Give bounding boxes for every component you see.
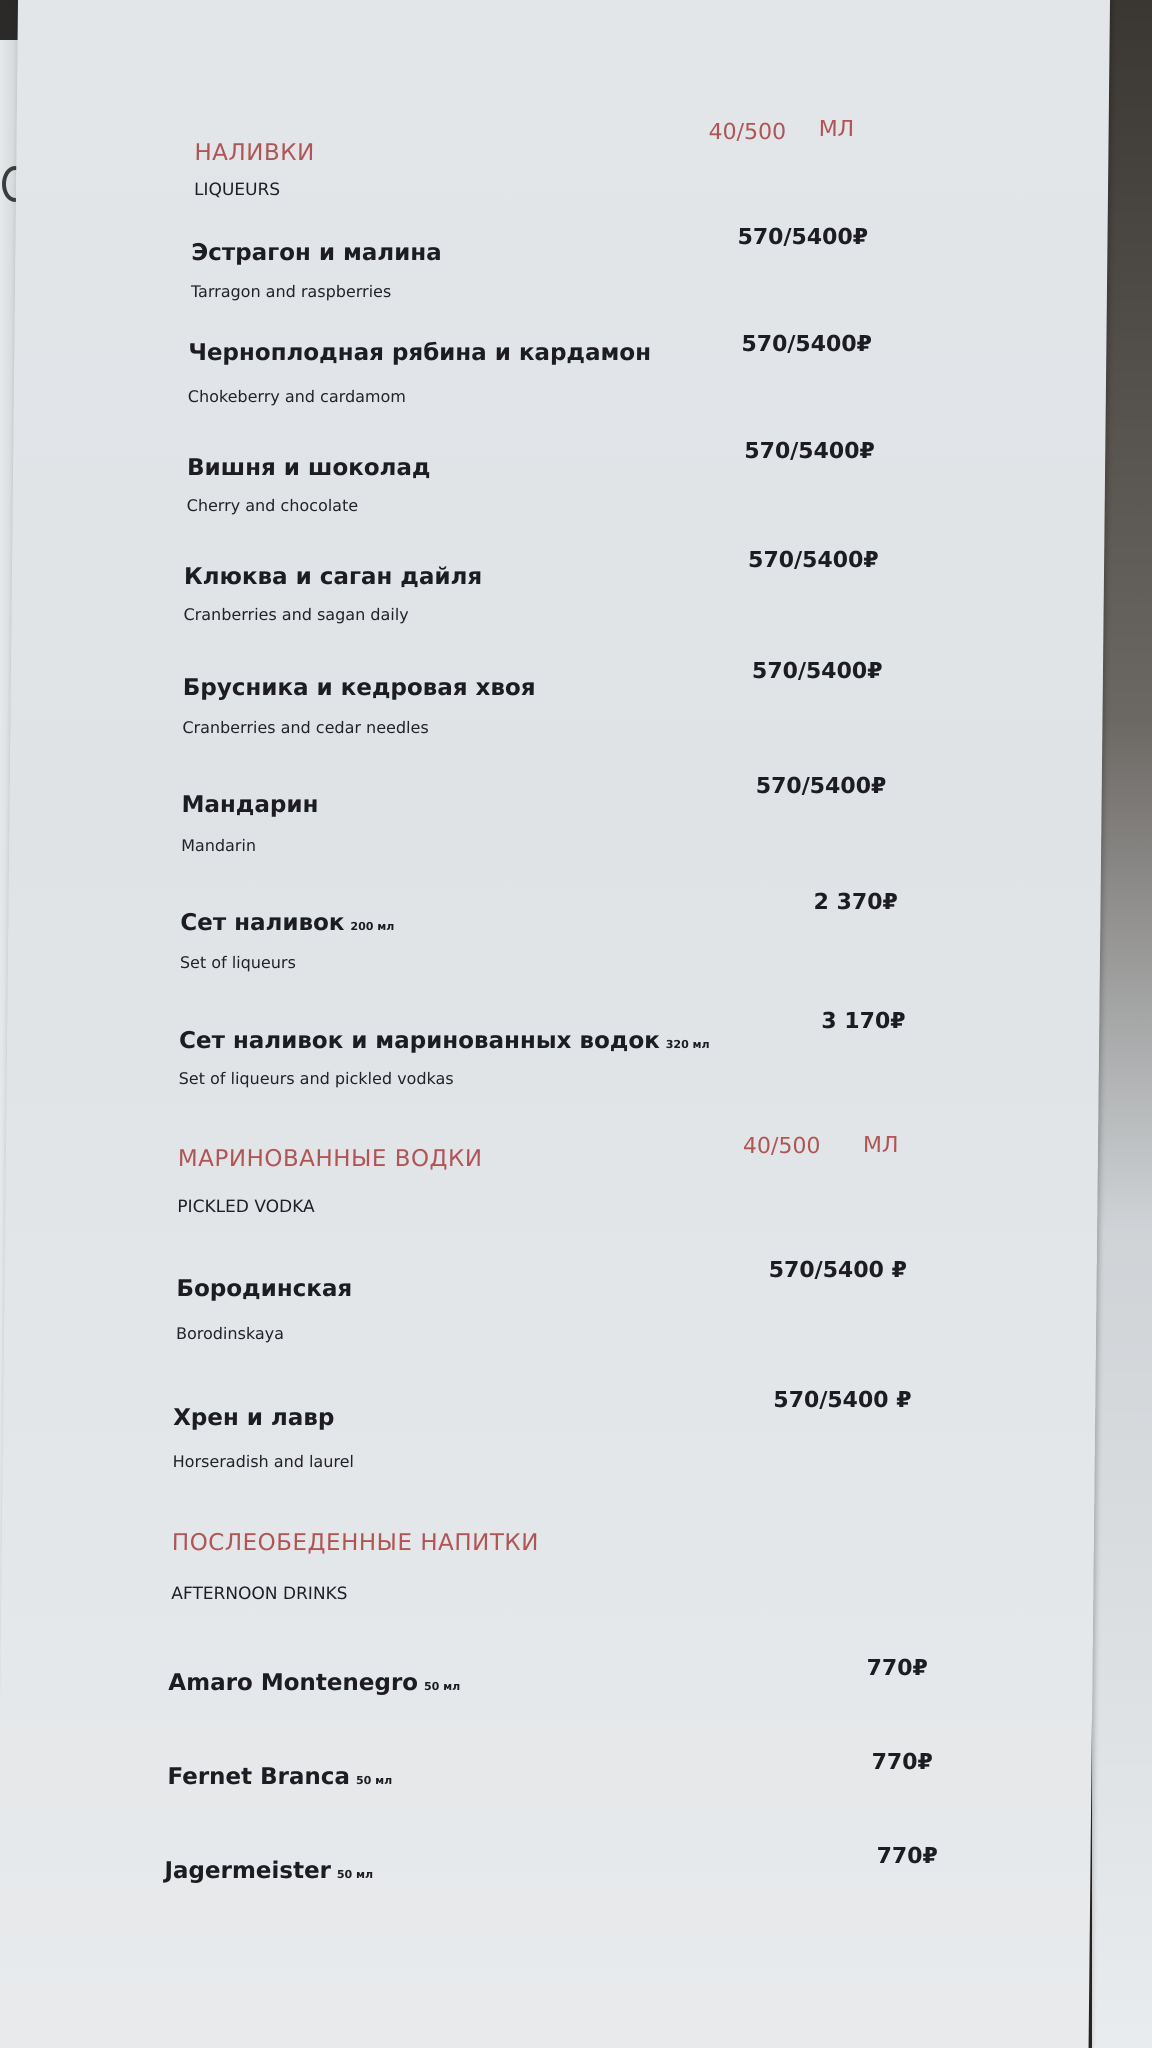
menu-item-name-text: Amaro Montenegro [168, 1670, 419, 1696]
menu-item-translation: Tarragon and raspberries [190, 282, 392, 301]
menu-item-price: 570/5400₽ [741, 332, 873, 357]
section-unit-label: МЛ [862, 1133, 899, 1158]
menu-item-volume: 320 мл [665, 1038, 710, 1051]
section-title-afternoon-drinks-en: AFTERNOON DRINKS [171, 1584, 348, 1604]
menu-item-translation: Chokeberry and cardamom [187, 387, 407, 406]
menu-item-price: 570/5400₽ [744, 439, 875, 464]
menu-item-name [179, 1028, 710, 1054]
menu-item-volume: 50 мл [423, 1680, 461, 1693]
section-unit-volume: 40/500 [742, 1134, 821, 1159]
menu-item-name-text: Jagermeister [164, 1858, 332, 1884]
menu-item-name: Бородинская [176, 1276, 353, 1302]
menu-item-volume: 50 мл [355, 1774, 393, 1787]
menu-item-name: Мандарин [181, 792, 319, 818]
menu-item-name: Эстрагон и малина [191, 240, 442, 266]
menu-item-price: 770₽ [866, 1656, 928, 1681]
menu-item-name-text: Сет наливок и маринованных водок [178, 1028, 660, 1054]
section-unit-volume: 40/500 [708, 120, 787, 145]
section-title-liqueurs-ru: НАЛИВКИ [194, 140, 315, 166]
section-title-pickled-vodka-en: PICKLED VODKA [177, 1197, 315, 1217]
menu-item-name-text: Сет наливок [180, 910, 345, 936]
menu-item-name [167, 1764, 392, 1790]
menu-item-price: 570/5400 ₽ [773, 1388, 912, 1413]
section-title-liqueurs-en: LIQUEURS [193, 180, 281, 200]
menu-item-price: 770₽ [871, 1750, 933, 1775]
menu-item-price: 570/5400₽ [747, 548, 879, 573]
menu-item-price: 3 170₽ [821, 1009, 906, 1034]
menu-item-translation: Cranberries and cedar needles [182, 718, 429, 737]
menu-item-translation: Cranberries and sagan daily [183, 605, 409, 624]
menu-item-name: Клюква и саган дайля [183, 564, 483, 590]
menu-item-price: 2 370₽ [813, 890, 898, 915]
menu-item-price: 770₽ [876, 1844, 938, 1869]
menu-item-name-text: Fernet Branca [167, 1764, 351, 1790]
menu-item-volume: 50 мл [336, 1868, 374, 1881]
section-unit-label: МЛ [818, 117, 855, 142]
menu-item-name: Вишня и шоколад [186, 455, 431, 481]
menu-item-price: 570/5400₽ [751, 659, 883, 684]
menu-item-translation: Cherry and chocolate [186, 496, 359, 515]
menu-item-name [164, 1858, 373, 1884]
section-title-afternoon-drinks-ru: ПОСЛЕОБЕДЕННЫЕ НАПИТКИ [171, 1530, 540, 1556]
menu-item-volume: 200 мл [350, 920, 395, 933]
menu-item-price: 570/5400 ₽ [768, 1258, 907, 1283]
menu-item-translation: Horseradish and laurel [172, 1452, 355, 1471]
menu-item-translation: Borodinskaya [175, 1324, 285, 1343]
menu-item-translation: Set of liqueurs [179, 953, 296, 972]
menu-item-name [180, 910, 394, 936]
menu-item-name [168, 1670, 460, 1696]
menu-item-name: Хрен и лавр [173, 1405, 335, 1431]
menu-item-name: Брусника и кедровая хвоя [182, 675, 536, 701]
menu-item-price: 570/5400₽ [755, 774, 887, 799]
menu-item-translation: Set of liqueurs and pickled vodkas [178, 1069, 454, 1088]
section-title-pickled-vodka-ru: МАРИНОВАННЫЕ ВОДКИ [177, 1146, 483, 1172]
menu-item-name: Черноплодная рябина и кардамон [188, 340, 652, 366]
menu-item-price: 570/5400₽ [737, 225, 869, 250]
menu-item-translation: Mandarin [181, 836, 257, 855]
